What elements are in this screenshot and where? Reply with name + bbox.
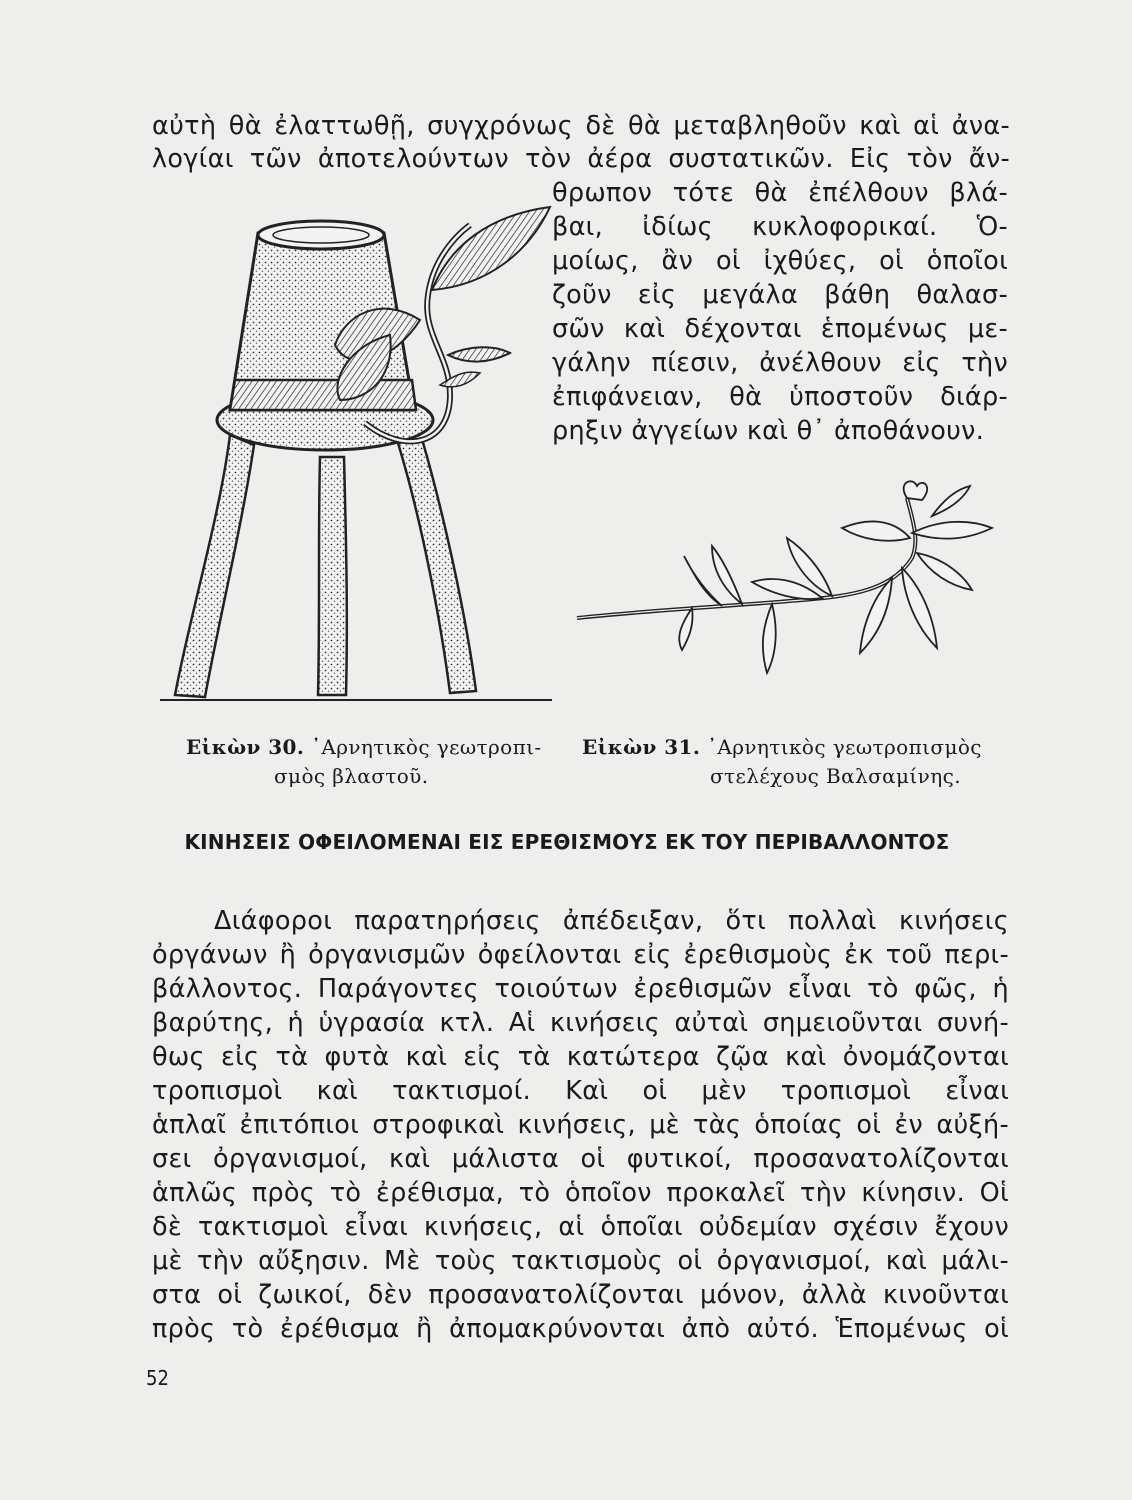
text-line: αὐτὴ θὰ ἐλαττωθῇ, συγχρόνως δὲ θὰ μεταβληθοῦν καὶ αἱ ἀνα- bbox=[152, 111, 1010, 141]
page-number: 52 bbox=[146, 1366, 169, 1390]
text-line: Διάφοροι παρατηρήσεις ἀπέδειξαν, ὅτι πολλαὶ κινήσεις bbox=[214, 906, 1009, 936]
text-line: στα οἱ ζωικοί, δὲν προσανατολίζονται μόνον, ἀλλὰ κινοῦνται bbox=[152, 1280, 1009, 1310]
figure-30-caption-cont: σμὸς βλαστοῦ. bbox=[274, 764, 429, 788]
figure-30-caption bbox=[186, 733, 542, 762]
figure-31-caption-line: ᾿Αρνητικὸς γεωτροπισμὸς bbox=[706, 735, 982, 759]
text-line: ρηξιν ἀγγείων καὶ θ᾽ ἀποθάνουν. bbox=[552, 416, 985, 446]
section-heading: ΚΙΝΗΣΕΙΣ ΟΦΕΙΛΟΜΕΝΑΙ ΕΙΣ ΕΡΕΘΙΣΜΟΥΣ ΕΚ ΤΟΥ ΠΕΡΙΒΑΛΛΟΝΤΟΣ bbox=[184, 830, 950, 854]
figure-30-label: Εἰκὼν 30. bbox=[186, 735, 305, 759]
figure-30-illustration bbox=[150, 195, 560, 715]
figure-31-caption bbox=[582, 733, 982, 762]
text-line: σῶν καὶ δέχονται ἑπομένως με- bbox=[552, 314, 1008, 344]
text-line: ὀργάνων ἢ ὀργανισμῶν ὀφείλονται εἰς ἐρεθισμοὺς ἐκ τοῦ περι- bbox=[152, 940, 1009, 970]
leaf bbox=[932, 486, 970, 516]
figure-30-caption-line: ᾿Αρνητικὸς γεωτροπι- bbox=[310, 735, 542, 759]
text-line: γάλην πίεσιν, ἀνέλθουν εἰς τὴν bbox=[552, 348, 1008, 378]
tripod-leg bbox=[318, 457, 347, 695]
leaf bbox=[917, 553, 972, 590]
leaf bbox=[448, 347, 510, 361]
text-line: μὲ τὴν αὔξησιν. Μὲ τοὺς τακτισμοὺς οἱ ὀργανισμοί, καὶ μάλι- bbox=[152, 1246, 1009, 1276]
leaf bbox=[763, 604, 776, 673]
text-line: λογίαι τῶν ἀποτελούντων τὸν ἀέρα συστατικῶν. Εἰς τὸν ἄν- bbox=[152, 144, 1010, 174]
leaf bbox=[902, 568, 937, 648]
leaf bbox=[712, 546, 742, 604]
pot-base bbox=[258, 221, 384, 249]
text-line: ζοῦν εἰς μεγάλα βάθη θαλασ- bbox=[552, 280, 1008, 310]
figure-31-label: Εἰκὼν 31. bbox=[582, 735, 701, 759]
text-line: βάλλοντος. Παράγοντες τοιούτων ἐρεθισμῶν εἶναι τὸ φῶς, ἡ bbox=[152, 974, 1009, 1004]
tripod-leg bbox=[175, 435, 254, 697]
text-line: πρὸς τὸ ἐρέθισμα ἢ ἀπομακρύνονται ἀπὸ αὐτό. Ἑπομένως οἱ bbox=[152, 1314, 1009, 1344]
text-line: τροπισμοὶ καὶ τακτισμοί. Καὶ οἱ μὲν τροπισμοὶ εἶναι bbox=[152, 1076, 1009, 1106]
text-line: σει ὀργανισμοί, καὶ μάλιστα οἱ φυτικοί, προσανατολίζονται bbox=[152, 1144, 1009, 1174]
tripod-leg bbox=[398, 439, 476, 693]
text-line: βαρύτης, ἡ ὑγρασία κτλ. Αἱ κινήσεις αὐταὶ σημειοῦνται συνή- bbox=[152, 1008, 1009, 1038]
leaf bbox=[904, 481, 928, 500]
leaf bbox=[912, 522, 992, 539]
text-line: ἁπλῶς πρὸς τὸ ἐρέθισμα, τὸ ὁποῖον προκαλεῖ τὴν κίνησιν. Οἱ bbox=[152, 1178, 1009, 1208]
figure-31-illustration bbox=[572, 478, 1010, 690]
text-line: δὲ τακτισμοὶ εἶναι κινήσεις, αἱ ὁποῖαι οὐδεμίαν σχέσιν ἔχουν bbox=[152, 1212, 1009, 1242]
leaf bbox=[842, 521, 910, 540]
text-line: θως εἰς τὰ φυτὰ καὶ εἰς τὰ κατώτερα ζῷα καὶ ὀνομάζονται bbox=[152, 1042, 1009, 1072]
text-line: ἁπλαῖ ἐπιτόπιοι στροφικαὶ κινήσεις, μὲ τὰς ὁποίας οἱ ἐν αὐξή- bbox=[152, 1110, 1009, 1140]
figure-31-caption-cont: στελέχους Βαλσαμίνης. bbox=[710, 764, 961, 788]
text-line: ἐπιφάνειαν, θὰ ὑποστοῦν διάρ- bbox=[552, 382, 1008, 412]
leaf bbox=[679, 608, 692, 650]
text-line: μοίως, ἂν οἱ ἰχθύες, οἱ ὁποῖοι bbox=[552, 246, 1008, 276]
text-line: βαι, ἰδίως κυκλοφορικαί. Ὁ- bbox=[552, 212, 1008, 242]
text-line: θρωπον τότε θὰ ἐπέλθουν βλά- bbox=[552, 178, 1008, 208]
balsam-stem bbox=[577, 498, 915, 618]
